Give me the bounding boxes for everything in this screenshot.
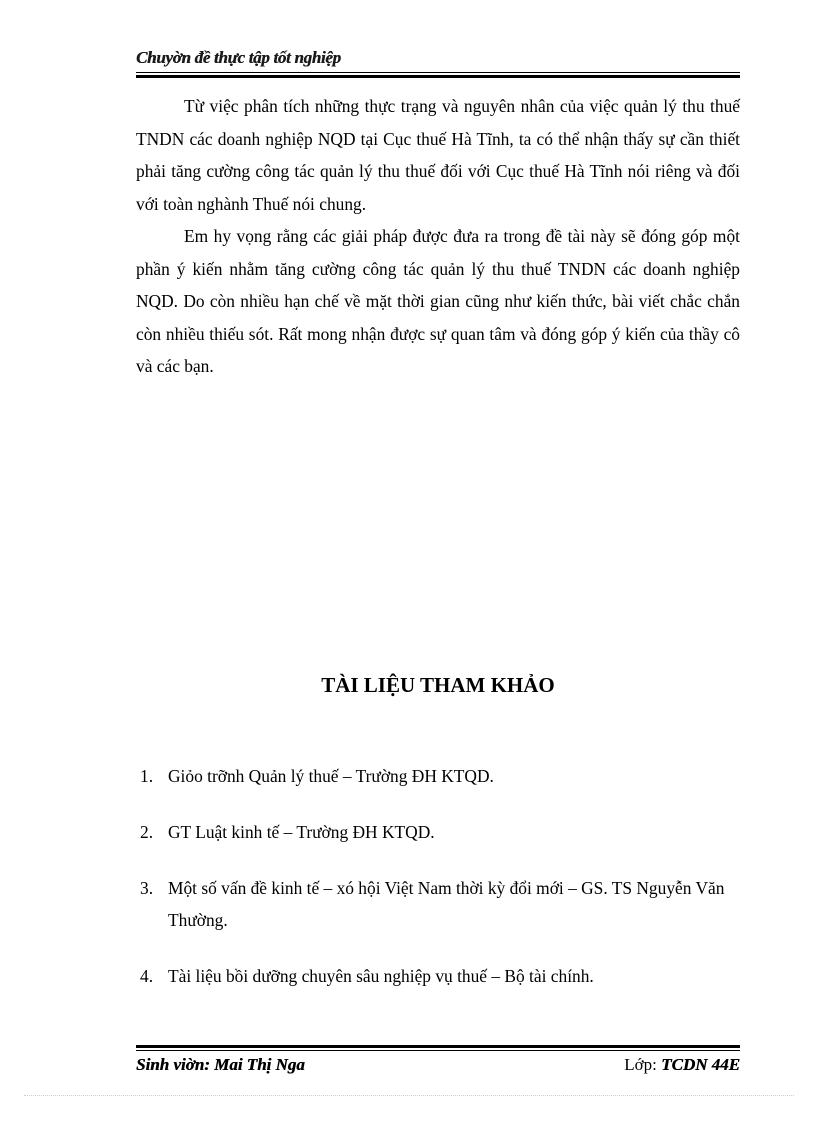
reference-text: GT Luật kinh tế – Trường ĐH KTQD. xyxy=(168,822,435,842)
header-rule-thin xyxy=(136,72,740,73)
reference-text: Tài liệu bồi dưỡng chuyên sâu nghiệp vụ thuế – Bộ tài chính. xyxy=(168,966,594,986)
footer-rule-thin xyxy=(136,1050,740,1051)
page-bottom-divider xyxy=(24,1095,794,1096)
reference-number: 4. xyxy=(140,966,154,986)
reference-item xyxy=(136,960,740,992)
page-footer xyxy=(136,1045,740,1075)
class-info xyxy=(624,1055,740,1075)
reference-item xyxy=(136,816,740,848)
references-list xyxy=(136,760,740,1016)
header-title: Chuyờn đề thực tập tốt nghiệp xyxy=(136,48,341,67)
reference-number: 3. xyxy=(140,878,154,898)
class-value: TCDN 44E xyxy=(661,1055,740,1074)
reference-text: Giỏo trỡnh Quản lý thuế – Trường ĐH KTQD. xyxy=(168,766,494,786)
class-label: Lớp: xyxy=(624,1055,657,1074)
reference-number: 2. xyxy=(140,822,154,842)
page-header xyxy=(136,48,740,78)
paragraph: Em hy vọng rằng các giải pháp được đưa ra trong đề tài này sẽ đóng góp một phần ý kiến nhằm tăng cường công tác quản lý thu thuế TNDN các doanh nghiệp NQD. Do còn nhiều hạn chế về mặt thời gian cũng như kiến thức, bài viết chắc chắn còn nhiều thiếu sót. Rất mong nhận được sự quan tâm và đóng góp ý kiến của thầy cô và các bạn. xyxy=(136,226,740,376)
reference-number: 1. xyxy=(140,766,154,786)
references-title: TÀI LIỆU THAM KHẢO xyxy=(321,673,555,697)
footer-rule-thick xyxy=(136,1045,740,1048)
reference-item xyxy=(136,872,740,936)
header-rule-thick xyxy=(136,75,740,78)
conclusion-text xyxy=(136,90,740,383)
reference-text: Một số vấn đề kinh tế – xó hội Việt Nam thời kỳ đổi mới – GS. TS Nguyễn Văn Thường. xyxy=(168,878,725,930)
reference-item xyxy=(136,760,740,792)
student-name: Sinh viờn: Mai Thị Nga xyxy=(136,1055,305,1074)
paragraph: Từ việc phân tích những thực trạng và nguyên nhân của việc quản lý thu thuế TNDN các doanh nghiệp NQD tại Cục thuế Hà Tĩnh, ta có thể nhận thấy sự cần thiết phải tăng cường công tác quản lý thu thuế đối với Cục thuế Hà Tĩnh nói riêng và đối với toàn nghành Thuế nói chung. xyxy=(136,96,740,214)
footer-row xyxy=(136,1055,740,1075)
